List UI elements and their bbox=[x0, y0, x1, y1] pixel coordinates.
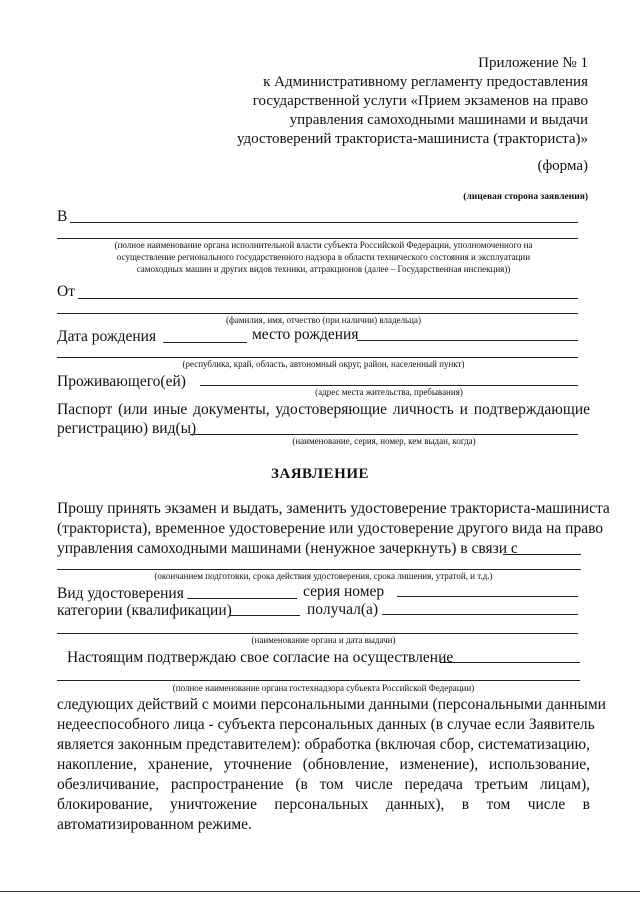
consent-text-line-2: недееспособного лица - субъекта персональных данных (в случае если Заявитель bbox=[57, 716, 595, 733]
consent-label: Настоящим подтверждаю свое согласие на осуществление bbox=[67, 649, 454, 666]
to-field-line[interactable] bbox=[70, 222, 578, 223]
residing-caption: (адрес места жительства, пребывания) bbox=[315, 387, 463, 397]
from-field-line-2[interactable] bbox=[57, 313, 578, 314]
to-caption-1: (полное наименование органа исполнительной власти субъекта Российской Федерации, уполномоченного на bbox=[114, 240, 533, 250]
category-field[interactable] bbox=[230, 615, 300, 616]
residing-label: Проживающего(ей) bbox=[57, 373, 186, 390]
birth-date-field[interactable] bbox=[163, 342, 247, 343]
statement-line-1: Прошу принять экзамен и выдать, заменить удостоверение тракториста-машиниста bbox=[57, 500, 610, 517]
consent-field[interactable] bbox=[440, 662, 580, 663]
to-field-line-2[interactable] bbox=[57, 238, 578, 239]
statement-line-2: (тракториста), временное удостоверение или удостоверение другого вида на право bbox=[57, 520, 604, 537]
cert-type-field[interactable] bbox=[187, 598, 297, 599]
reason-caption: (окончанием подготовки, срока действия удостоверения, срока лишения, утратой, и т.д.) bbox=[154, 571, 493, 581]
side-label: (лицевая сторона заявления) bbox=[463, 192, 588, 202]
header-line-1: к Административному регламенту предоставления bbox=[263, 74, 588, 90]
category-label: категории (квалификации) bbox=[57, 602, 232, 619]
consent-caption: (полное наименование органа гостехнадзора субъекта Российской Федерации) bbox=[172, 683, 475, 693]
birth-place-field-2[interactable] bbox=[57, 357, 578, 358]
series-field[interactable] bbox=[397, 596, 578, 597]
passport-line-2: регистрацию) вид(ы) bbox=[57, 420, 197, 437]
to-caption-2: осуществление регионального государственного надзора в области технического состояния и эксплуатации bbox=[116, 252, 531, 262]
received-caption: (наименование органа и дата выдачи) bbox=[251, 635, 396, 645]
received-field[interactable] bbox=[382, 614, 578, 615]
consent-text-line-5: обезличивание, распространение (в том числе передача третьим лицам), bbox=[57, 776, 590, 793]
appendix-number: Приложение № 1 bbox=[478, 55, 588, 71]
from-field-line[interactable] bbox=[78, 298, 578, 299]
received-label: получал(а) bbox=[307, 601, 379, 618]
consent-text-line-4: накопление, хранение, уточнение (обновление, изменение), использование, bbox=[57, 756, 590, 773]
consent-text-line-1: следующих действий с моими персональными данными (персональными данными bbox=[57, 696, 606, 713]
reason-field[interactable] bbox=[503, 554, 581, 555]
passport-field[interactable] bbox=[190, 434, 578, 435]
cert-type-label: Вид удостоверения bbox=[57, 585, 184, 602]
reason-field-2[interactable] bbox=[57, 569, 581, 570]
statement-line-3: управления самоходными машинами (ненужное зачеркнуть) в связи с bbox=[57, 540, 518, 557]
from-prefix: От bbox=[57, 283, 75, 300]
header-line-3: управления самоходными машинами и выдачи bbox=[289, 112, 588, 128]
birth-date-label: Дата рождения bbox=[57, 328, 157, 345]
residing-field[interactable] bbox=[200, 385, 578, 386]
passport-line-1: Паспорт (или иные документы, удостоверяющие личность и подтверждающие bbox=[57, 401, 590, 418]
to-caption-3: самоходных машин и других видов техники, аттракционов (далее – Государственная инспекция)) bbox=[136, 264, 511, 274]
received-field-2[interactable] bbox=[57, 633, 578, 634]
birth-place-field[interactable] bbox=[357, 340, 578, 341]
consent-text-line-3: является законным представителем): обработка (включая сбор, систематизацию, bbox=[57, 736, 590, 753]
form-label: (форма) bbox=[537, 158, 588, 174]
series-label: серия номер bbox=[303, 583, 385, 600]
to-prefix: В bbox=[57, 208, 68, 225]
passport-caption: (наименование, серия, номер, кем выдан, когда) bbox=[292, 436, 476, 446]
birth-place-label: место рождения bbox=[252, 326, 359, 343]
consent-field-2[interactable] bbox=[57, 680, 580, 681]
page-bottom-divider bbox=[0, 891, 640, 892]
from-caption: (фамилия, имя, отчество (при наличии) владельца) bbox=[226, 315, 421, 325]
header-line-4: удостоверений тракториста-машиниста (тракториста)» bbox=[236, 131, 588, 147]
statement-title: ЗАЯВЛЕНИЕ bbox=[270, 466, 370, 482]
consent-text-line-6: блокирование, уничтожение персональных данных), в том числе в bbox=[57, 796, 590, 813]
header-line-2: государственной услуги «Прием экзаменов на право bbox=[252, 93, 588, 109]
consent-text-line-7: автоматизированном режиме. bbox=[57, 816, 252, 833]
birth-place-caption: (республика, край, область, автономный округ, район, населенный пункт) bbox=[182, 359, 465, 369]
